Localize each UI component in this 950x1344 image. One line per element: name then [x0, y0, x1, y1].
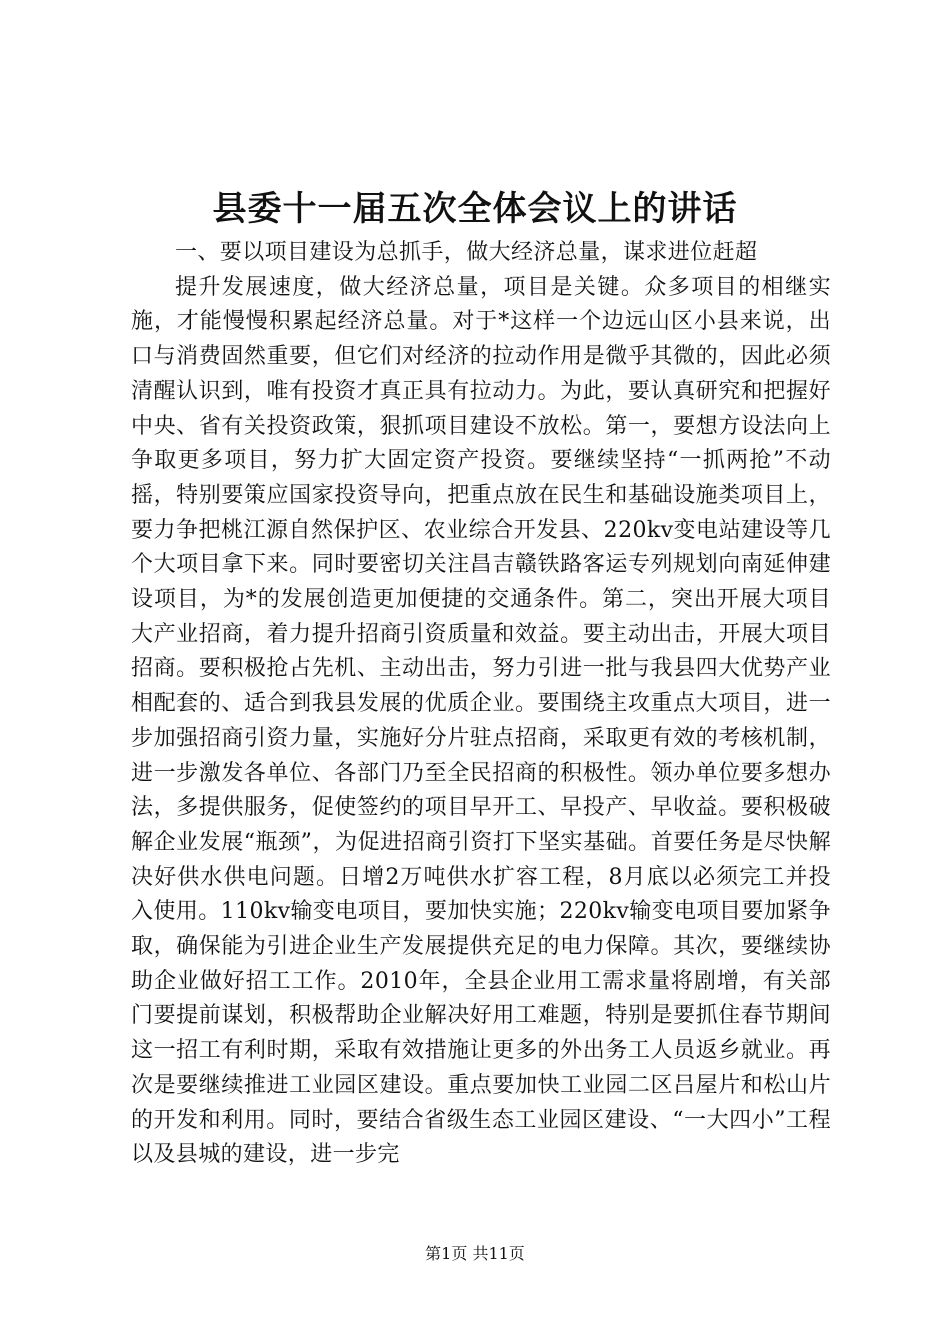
section-heading: 一、要以项目建设为总抓手，做大经济总量，谋求进位赶超 [175, 240, 758, 265]
document-body [131, 236, 831, 1173]
body-paragraph: 提升发展速度，做大经济总量，项目是关键。众多项目的相继实施，才能慢慢积累起经济总量。对于*这样一个边远山区小县来说，出口与消费固然重要，但它们对经济的拉动作用是微乎其微的，因此必须清醒认识到，唯有投资才真正具有拉动力。为此，要认真研究和把握好中央、省有关投资政策，狠抓项目建设不放松。第一，要想方设法向上争取更多项目，努力扩大固定资产投资。要继续坚持“一抓两抢”不动摇，特别要策应国家投资导向，把重点放在民生和基础设施类项目上，要力争把桃江源自然保护区、农业综合开发县、220kv变电站建设等几个大项目拿下来。同时要密切关注昌吉赣铁路客运专列规划向南延伸建设项目，为*的发展创造更加便捷的交通条件。第二，突出开展大项目大产业招商，着力提升招商引资质量和效益。要主动出击，开展大项目招商。要积极抢占先机、主动出击，努力引进一批与我县四大优势产业相配套的、适合到我县发展的优质企业。要围绕主攻重点大项目，进一步加强招商引资力量，实施好分片驻点招商，采取更有效的考核机制，进一步激发各单位、各部门乃至全民招商的积极性。领办单位要多想办法，多提供服务，促使签约的项目早开工、早投产、早收益。要积极破解企业发展“瓶颈”，为促进招商引资打下坚实基础。首要任务是尽快解决好供水供电问题。日增2万吨供水扩容工程，8月底以必须完工并投入使用。110kv输变电项目，要加快实施；220kv输变电项目要加紧争取，确保能为引进企业生产发展提供充足的电力保障。其次，要继续协助企业做好招工工作。2010年，全县企业用工需求量将剧增，有关部门要提前谋划，积极帮助企业解决好用工难题，特别是要抓住春节期间这一招工有利时期，采取有效措施让更多的外出务工人员返乡就业。再次是要继续推进工业园区建设。重点要加快工业园二区吕屋片和松山片的开发和利用。同时，要结合省级生态工业园区建设、“一大四小”工程以及县城的建设，进一步完 [131, 274, 831, 1168]
document-title: 县委十一届五次全体会议上的讲话 [212, 189, 738, 229]
page-footer: 第1页 共11页 [425, 1244, 525, 1263]
